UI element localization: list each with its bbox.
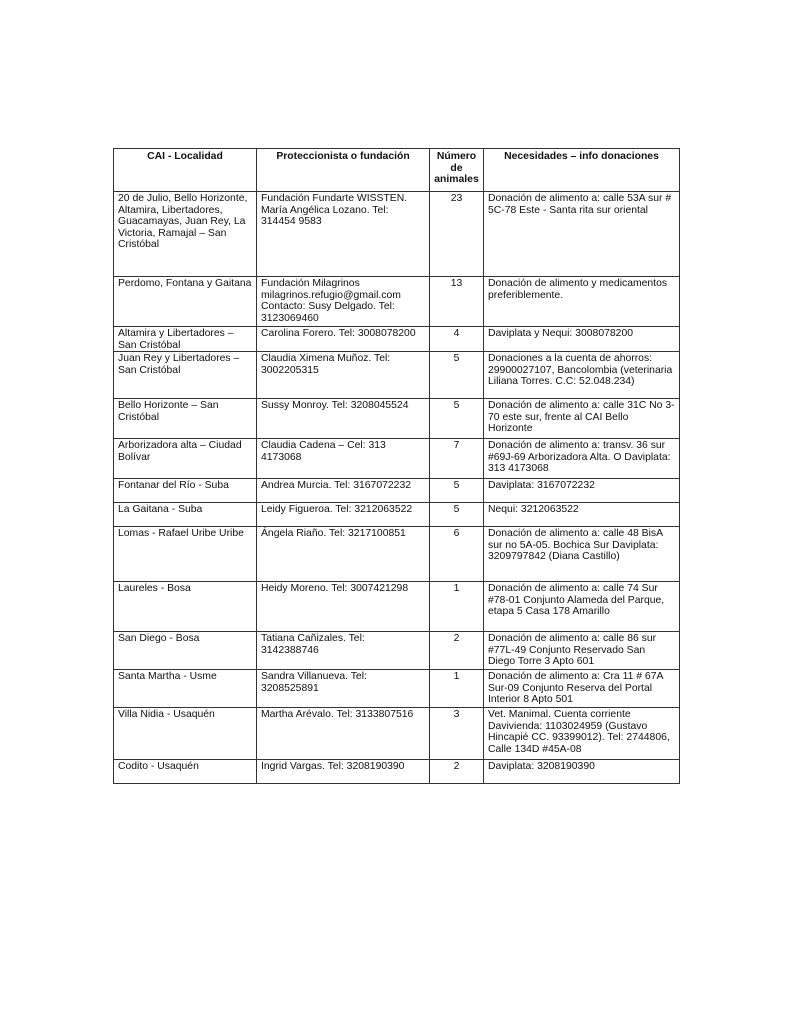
table-row [114, 352, 680, 399]
cell-numero-animales-text: 5 [453, 400, 460, 412]
table-row [114, 760, 680, 784]
cell-proteccionista-text: Sandra Villanueva. Tel: 3208525891 [261, 671, 367, 694]
header-proteccionista: Proteccionista o fundación [257, 149, 430, 192]
cell-proteccionista [257, 503, 430, 527]
cell-cai-localidad-text: Arborizadora alta – Ciudad Bolívar [118, 440, 242, 463]
cell-necesidades [484, 192, 680, 277]
cell-numero-animales [430, 527, 484, 582]
cell-proteccionista-text: Martha Arévalo. Tel: 3133807516 [261, 709, 414, 721]
header-necesidades: Necesidades – info donaciones [484, 149, 680, 192]
cell-cai-localidad-text: 20 de Julio, Bello Horizonte, Altamira, Libertadores, Guacamayas, Juan Rey, La Victoria, Ramajal – San Cristóbal [118, 193, 248, 251]
cell-numero-animales [430, 479, 484, 503]
cell-proteccionista-text: Claudia Cadena – Cel: 313 4173068 [261, 440, 386, 463]
cell-numero-animales-text: 5 [453, 504, 460, 516]
cell-proteccionista [257, 760, 430, 784]
cell-proteccionista-text: Leidy Figueroa. Tel: 3212063522 [261, 504, 413, 516]
cell-proteccionista-text: Fundación Milagrinos milagrinos.refugio@gmail.com Contacto: Susy Delgado. Tel: 3123069460 [261, 278, 401, 324]
cell-proteccionista [257, 352, 430, 399]
cell-necesidades [484, 327, 680, 352]
cell-necesidades [484, 708, 680, 760]
cell-necesidades-text: Vet. Manimal. Cuenta corriente Davivienda: 1103024959 (Gustavo Hincapié CC. 93399012). Tel: 2744806, Calle 134D #45A-08 [488, 709, 670, 755]
cell-cai-localidad [114, 582, 257, 632]
cell-necesidades-text: Donación de alimento a: transv. 36 sur #69J-69 Arborizadora Alta. O Daviplata: 313 4173068 [488, 440, 671, 475]
cell-necesidades [484, 527, 680, 582]
cell-numero-animales [430, 708, 484, 760]
table-row [114, 527, 680, 582]
cell-cai-localidad-text: Santa Martha - Usme [118, 671, 217, 683]
table-row [114, 479, 680, 503]
table-header-row [114, 149, 680, 192]
cell-proteccionista-text: Heidy Moreno. Tel: 3007421298 [261, 583, 409, 595]
cell-proteccionista [257, 582, 430, 632]
cell-numero-animales [430, 352, 484, 399]
cell-cai-localidad-text: San Diego - Bosa [118, 633, 200, 645]
cell-cai-localidad-text: Juan Rey y Libertadores – San Cristóbal [118, 353, 240, 376]
cell-numero-animales-text: 13 [450, 278, 463, 289]
header-cai-localidad: CAI - Localidad [114, 149, 257, 192]
cell-necesidades [484, 479, 680, 503]
cell-proteccionista [257, 527, 430, 582]
cell-necesidades [484, 399, 680, 439]
cell-cai-localidad-text: Altamira y Libertadores – San Cristóbal [118, 328, 234, 351]
cell-necesidades-text: Donación de alimento a: calle 86 sur #77L-49 Conjunto Reservado San Diego Torre 3 Apto 601 [488, 633, 657, 668]
cell-proteccionista-text: Claudia Ximena Muñoz. Tel: 3002205315 [261, 353, 391, 376]
cell-necesidades-text: Daviplata y Nequi: 3008078200 [488, 328, 633, 339]
cell-proteccionista-text: Ingrid Vargas. Tel: 3208190390 [261, 761, 405, 773]
cell-cai-localidad [114, 327, 257, 352]
cell-cai-localidad-text: Codito - Usaquén [118, 761, 199, 773]
table-row [114, 708, 680, 760]
cell-necesidades-text: Donación de alimento a: calle 53A sur # 5C-78 Este - Santa rita sur oriental [488, 193, 672, 216]
cell-cai-localidad [114, 399, 257, 439]
cell-proteccionista [257, 708, 430, 760]
cell-cai-localidad-text: Bello Horizonte – San Cristóbal [118, 400, 219, 423]
cell-proteccionista-text: Tatiana Cañizales. Tel: 3142388746 [261, 633, 365, 656]
cell-numero-animales-text: 4 [453, 328, 460, 339]
cell-numero-animales-text: 5 [453, 480, 460, 492]
cell-cai-localidad [114, 760, 257, 784]
cell-numero-animales [430, 670, 484, 708]
cell-necesidades-text: Donación de alimento a: calle 48 BisA sur no 5A-05. Bochica Sur Daviplata: 3209797842 (Diana Castillo) [488, 528, 663, 563]
cell-necesidades-text: Donaciones a la cuenta de ahorros: 29900027107, Bancolombia (veterinaria Liliana Torres. C.C: 52.048.234) [488, 353, 673, 388]
header-numero-animales: Número de animales [430, 149, 484, 192]
cell-cai-localidad-text: Lomas - Rafael Uribe Uribe [118, 528, 244, 540]
cell-numero-animales-text: 7 [453, 440, 460, 452]
cell-cai-localidad [114, 277, 257, 327]
cell-necesidades [484, 439, 680, 479]
table-body [114, 192, 680, 784]
cell-cai-localidad [114, 479, 257, 503]
cell-necesidades-text: Daviplata: 3208190390 [488, 761, 595, 773]
cell-proteccionista-text: Sussy Monroy. Tel: 3208045524 [261, 400, 409, 412]
table-row [114, 503, 680, 527]
cell-necesidades [484, 582, 680, 632]
cell-proteccionista-text: Carolina Forero. Tel: 3008078200 [261, 328, 416, 339]
cell-necesidades-text: Nequi: 3212063522 [488, 504, 579, 516]
table-row [114, 327, 680, 352]
cell-numero-animales-text: 5 [453, 353, 460, 365]
cell-proteccionista [257, 479, 430, 503]
cell-numero-animales [430, 632, 484, 670]
cell-cai-localidad [114, 708, 257, 760]
cell-cai-localidad [114, 670, 257, 708]
cell-cai-localidad [114, 192, 257, 277]
cell-cai-localidad [114, 632, 257, 670]
cell-cai-localidad [114, 439, 257, 479]
cell-proteccionista [257, 327, 430, 352]
cell-proteccionista [257, 632, 430, 670]
cell-necesidades [484, 277, 680, 327]
cell-proteccionista [257, 439, 430, 479]
cell-cai-localidad-text: Perdomo, Fontana y Gaitana [118, 278, 252, 289]
cell-numero-animales-text: 3 [453, 709, 460, 721]
table-row [114, 670, 680, 708]
cell-cai-localidad-text: Laureles - Bosa [118, 583, 191, 595]
cell-proteccionista [257, 670, 430, 708]
donations-table [113, 148, 680, 784]
cell-proteccionista-text: Fundación Fundarte WISSTEN. María Angélica Lozano. Tel: 314454 9583 [261, 193, 408, 228]
cell-cai-localidad [114, 503, 257, 527]
cell-necesidades-text: Donación de alimento a: Cra 11 # 67A Sur-09 Conjunto Reserva del Portal Interior 8 Apto 501 [488, 671, 663, 706]
cell-numero-animales-text: 23 [450, 193, 463, 204]
cell-numero-animales [430, 439, 484, 479]
cell-cai-localidad-text: La Gaitana - Suba [118, 504, 203, 516]
cell-cai-localidad-text: Villa Nidia - Usaquén [118, 709, 215, 721]
cell-necesidades [484, 352, 680, 399]
table-row [114, 582, 680, 632]
cell-numero-animales [430, 760, 484, 784]
cell-numero-animales-text: 2 [453, 761, 460, 773]
cell-numero-animales [430, 327, 484, 352]
cell-necesidades-text: Donación de alimento a: calle 74 Sur #78-01 Conjunto Alameda del Parque, etapa 5 Casa 178 Amarillo [488, 583, 665, 618]
cell-necesidades [484, 632, 680, 670]
cell-necesidades-text: Daviplata: 3167072232 [488, 480, 595, 492]
cell-numero-animales-text: 6 [453, 528, 460, 540]
table-row [114, 399, 680, 439]
cell-cai-localidad [114, 527, 257, 582]
cell-proteccionista-text: Ángela Riaño. Tel: 3217100851 [261, 528, 406, 540]
cell-numero-animales-text: 1 [453, 671, 460, 683]
table-row [114, 192, 680, 277]
cell-proteccionista-text: Andrea Murcia. Tel: 3167072232 [261, 480, 411, 492]
cell-necesidades-text: Donación de alimento a: calle 31C No 3-70 este sur, frente al CAI Bello Horizonte [488, 400, 675, 435]
cell-necesidades-text: Donación de alimento y medicamentos preferiblemente. [488, 278, 668, 301]
table-row [114, 439, 680, 479]
cell-necesidades [484, 670, 680, 708]
cell-numero-animales [430, 399, 484, 439]
cell-numero-animales [430, 192, 484, 277]
table-row [114, 277, 680, 327]
cell-necesidades [484, 760, 680, 784]
cell-numero-animales [430, 277, 484, 327]
table-row [114, 632, 680, 670]
cell-numero-animales [430, 503, 484, 527]
cell-cai-localidad-text: Fontanar del Río - Suba [118, 480, 229, 492]
cell-cai-localidad [114, 352, 257, 399]
cell-proteccionista [257, 277, 430, 327]
cell-numero-animales [430, 582, 484, 632]
cell-numero-animales-text: 1 [453, 583, 460, 595]
cell-numero-animales-text: 2 [453, 633, 460, 645]
cell-proteccionista [257, 192, 430, 277]
cell-necesidades [484, 503, 680, 527]
cell-proteccionista [257, 399, 430, 439]
